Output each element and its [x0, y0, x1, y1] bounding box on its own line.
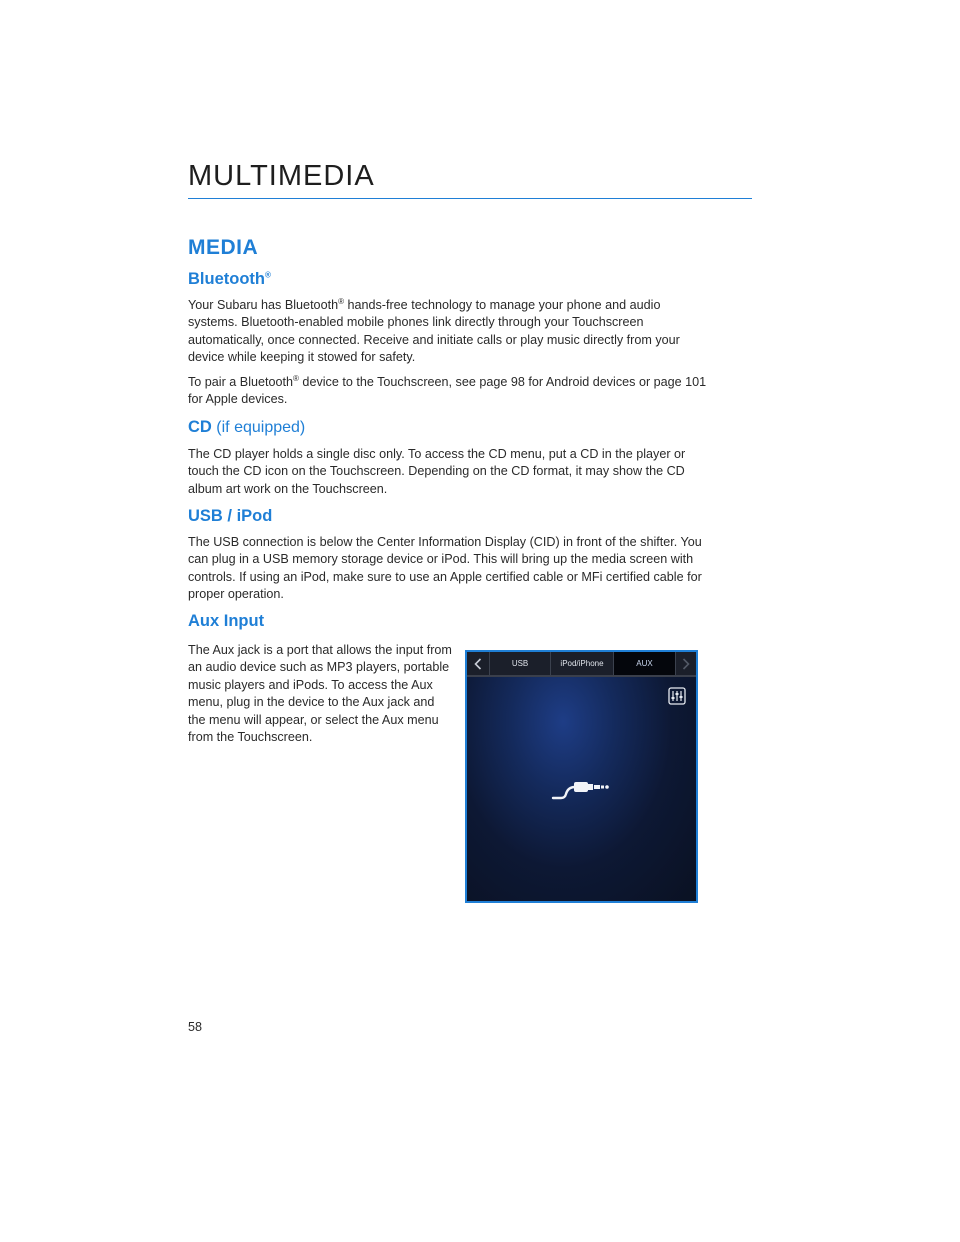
usb-paragraph: The USB connection is below the Center Information Display (CID) in front of the shifter. You can plug in a USB memory storage device or iPod. This will bring up the media screen with controls. If using an iPod, make sure to use an Apple certified cable or MFi certified cable for proper operation.	[188, 535, 702, 602]
section-rule	[188, 198, 752, 199]
aux-jack-icon	[551, 778, 615, 804]
bluetooth-paragraph-2	[188, 374, 708, 409]
cd-heading	[188, 418, 305, 437]
cd-heading-text: CD	[188, 418, 212, 436]
registered-mark: ®	[264, 270, 271, 280]
cd-heading-note: (if equipped)	[211, 419, 306, 436]
bluetooth-paragraph-1	[188, 297, 708, 367]
section-title: MULTIMEDIA	[188, 160, 375, 192]
registered-mark: ®	[338, 296, 344, 306]
page-heading: MEDIA	[188, 236, 259, 259]
aux-paragraph: The Aux jack is a port that allows the input from an audio device such as MP3 players, portable music players and iPods. To access the Aux menu, plug in the device to the Aux jack and the menu will appear, or select the Aux menu from the Touchscreen.	[188, 643, 452, 745]
tab-usb[interactable]: USB	[490, 652, 551, 675]
bluetooth-p2-rest: device to the Touchscreen, see page 98 for Android devices or page 101 for Apple devices.	[188, 375, 707, 407]
bluetooth-p2-start: To pair a Bluetooth	[188, 375, 294, 389]
bluetooth-heading-text: Bluetooth	[188, 270, 265, 288]
usb-heading: USB / iPod	[188, 507, 273, 525]
tab-aux[interactable]: AUX	[614, 652, 676, 675]
bluetooth-heading	[188, 270, 271, 289]
aux-heading: Aux Input	[188, 612, 265, 630]
bluetooth-p1-rest: hands-free technology to manage your phone and audio systems. Bluetooth-enabled mobile phones link directly through your Touchscreen automatically, once connected. Receive and initiate calls or play music directly from your device while keeping it stowed for safety.	[188, 298, 680, 365]
media-tab-bar	[467, 652, 696, 675]
cd-paragraph: The CD player holds a single disc only. To access the CD menu, put a CD in the player or touch the CD icon on the Touchscreen. Depending on the CD format, it may show the CD album art work on the Touchscreen.	[188, 447, 686, 496]
tab-bar-divider	[467, 675, 696, 677]
registered-mark: ®	[293, 373, 299, 383]
tab-ipod-iphone[interactable]: iPod/iPhone	[551, 652, 613, 675]
back-chevron-icon[interactable]	[467, 652, 490, 675]
equalizer-icon[interactable]	[668, 687, 686, 705]
page-number: 58	[188, 1020, 203, 1034]
bluetooth-p1-start: Your Subaru has Bluetooth	[188, 298, 339, 312]
forward-chevron-icon[interactable]	[676, 652, 696, 675]
touchscreen-aux-screenshot	[465, 650, 698, 903]
